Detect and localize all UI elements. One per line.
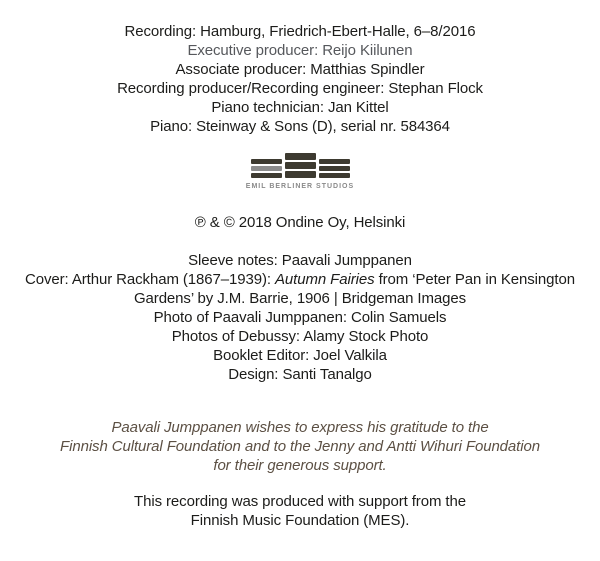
support-line: Finnish Music Foundation (MES). xyxy=(190,512,410,529)
cover-artwork-title: Autumn Fairies xyxy=(275,271,375,288)
copyright-line-block xyxy=(0,213,600,232)
logo-left-column xyxy=(251,159,282,178)
gratitude-note xyxy=(0,418,600,475)
logo-bar xyxy=(285,171,316,178)
logo-bar-gray xyxy=(251,166,282,171)
gratitude-line: Finnish Cultural Foundation and to the Jenny and Antti Wihuri Foundation xyxy=(60,438,540,455)
sleeve-credits xyxy=(0,251,600,384)
cover-credit-suffix: from ‘Peter Pan in Kensington xyxy=(374,271,575,288)
cover-credit-line-2: Gardens’ by J.M. Barrie, 1906 | Bridgeman Images xyxy=(133,290,467,307)
associate-producer-line: Associate producer: Matthias Spindler xyxy=(175,61,425,78)
piano-technician-line: Piano technician: Jan Kittel xyxy=(211,99,389,116)
support-note xyxy=(0,492,600,530)
logo-bar xyxy=(251,173,282,178)
equalizer-bars-icon xyxy=(0,153,600,178)
recording-location-line: Recording: Hamburg, Friedrich-Ebert-Halle, 6–8/2016 xyxy=(124,23,476,40)
photo-credit-line: Photo of Paavali Jumppanen: Colin Samuels xyxy=(153,309,447,326)
booklet-editor-line: Booklet Editor: Joel Valkila xyxy=(213,347,387,364)
logo-bar xyxy=(319,173,350,178)
logo-middle-column xyxy=(285,153,316,178)
design-credit-line: Design: Santi Tanalgo xyxy=(228,366,372,383)
logo-right-column xyxy=(319,159,350,178)
debussy-photos-line: Photos of Debussy: Alamy Stock Photo xyxy=(171,328,429,345)
logo-caption: EMIL BERLINER STUDIOS xyxy=(245,183,355,190)
emil-berliner-studios-logo xyxy=(0,153,600,191)
piano-serial-line: Piano: Steinway & Sons (D), serial nr. 584364 xyxy=(150,118,450,135)
recording-credits xyxy=(0,0,600,136)
logo-bar xyxy=(319,159,350,164)
logo-bar xyxy=(251,159,282,164)
cover-credit-line xyxy=(0,270,600,289)
logo-bar xyxy=(285,162,316,169)
logo-bar xyxy=(319,166,350,171)
logo-bar xyxy=(285,153,316,160)
sleeve-notes-line: Sleeve notes: Paavali Jumppanen xyxy=(188,252,412,269)
gratitude-line: Paavali Jumppanen wishes to express his gratitude to the xyxy=(111,419,489,436)
recording-engineer-line: Recording producer/Recording engineer: Stephan Flock xyxy=(117,80,483,97)
support-line: This recording was produced with support from the xyxy=(134,493,466,510)
executive-producer-line: Executive producer: Reijo Kiilunen xyxy=(187,42,413,59)
gratitude-line: for their generous support. xyxy=(213,457,387,474)
cover-credit-prefix: Cover: Arthur Rackham (1867–1939): xyxy=(25,271,276,288)
copyright-line: ℗ & © 2018 Ondine Oy, Helsinki xyxy=(194,214,406,231)
